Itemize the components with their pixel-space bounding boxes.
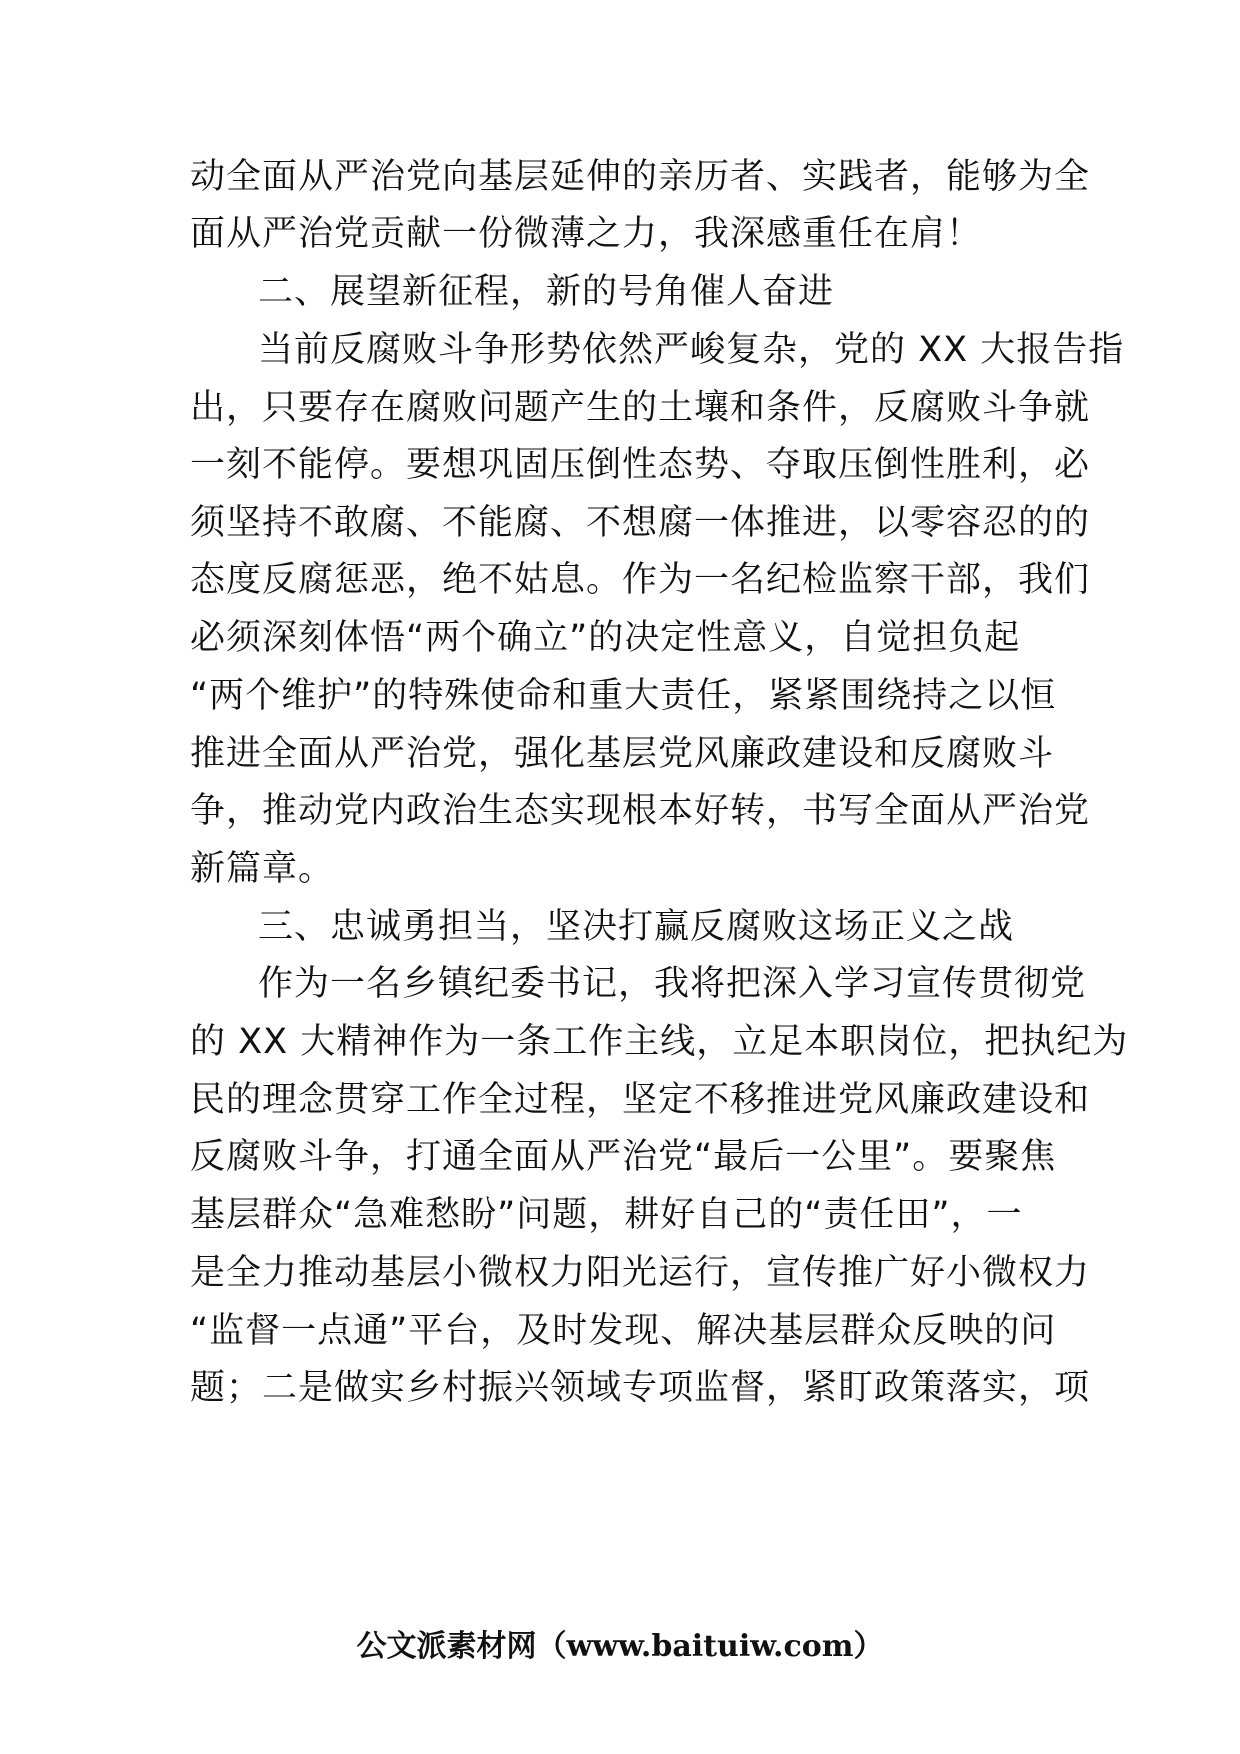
text-line: 推进全面从严治党，强化基层党风廉政建设和反腐败斗 [190,734,1055,774]
text-line: 是全力推动基层小微权力阳光运行，宣传推广好小微权力 [190,1253,1091,1293]
text-line: 的 XX 大精神作为一条工作主线，立足本职岗位，把执纪为 [190,1022,1129,1062]
text-line: 动全面从严治党向基层延伸的亲历者、实践者，能够为全 [190,157,1091,197]
text-line: 态度反腐惩恶，绝不姑息。作为一名纪检监察干部，我们 [190,560,1091,600]
text-line: 当前反腐败斗争形势依然严峻复杂，党的 XX 大报告指 [258,330,1125,370]
text-line: “监督一点通”平台，及时发现、解决基层群众反映的问 [190,1311,1057,1351]
text-line: “两个维护”的特殊使命和重大责任，紧紧围绕持之以恒 [190,676,1057,716]
text-line: 新篇章。 [190,849,335,889]
footer-watermark: 公文派素材网（www.baituiw.com） [356,1629,884,1664]
text-line: 出，只要存在腐败问题产生的土壤和条件，反腐败斗争就 [190,388,1091,428]
text-line: 须坚持不敢腐、不能腐、不想腐一体推进，以零容忍的的 [190,503,1091,543]
section-heading: 三、忠诚勇担当，坚决打赢反腐败这场正义之战 [258,907,1015,947]
text-line: 基层群众“急难愁盼”问题，耕好自己的“责任田”，一 [190,1195,1023,1235]
section-heading: 二、展望新征程，新的号角催人奋进 [258,272,835,312]
text-line: 面从严治党贡献一份微薄之力，我深感重任在肩！ [190,214,983,254]
text-line: 一刻不能停。要想巩固压倒性态势、夺取压倒性胜利，必 [190,445,1091,485]
text-line: 题；二是做实乡村振兴领域专项监督，紧盯政策落实，项 [190,1368,1091,1408]
text-line: 争，推动党内政治生态实现根本好转，书写全面从严治党 [190,791,1091,831]
text-line: 必须深刻体悟“两个确立”的决定性意义，自觉担负起 [190,618,1021,658]
text-line: 反腐败斗争，打通全面从严治党“最后一公里”。要聚焦 [190,1137,1057,1177]
text-line: 作为一名乡镇纪委书记，我将把深入学习宣传贯彻党 [258,964,1087,1004]
text-line: 民的理念贯穿工作全过程，坚定不移推进党风廉政建设和 [190,1080,1091,1120]
